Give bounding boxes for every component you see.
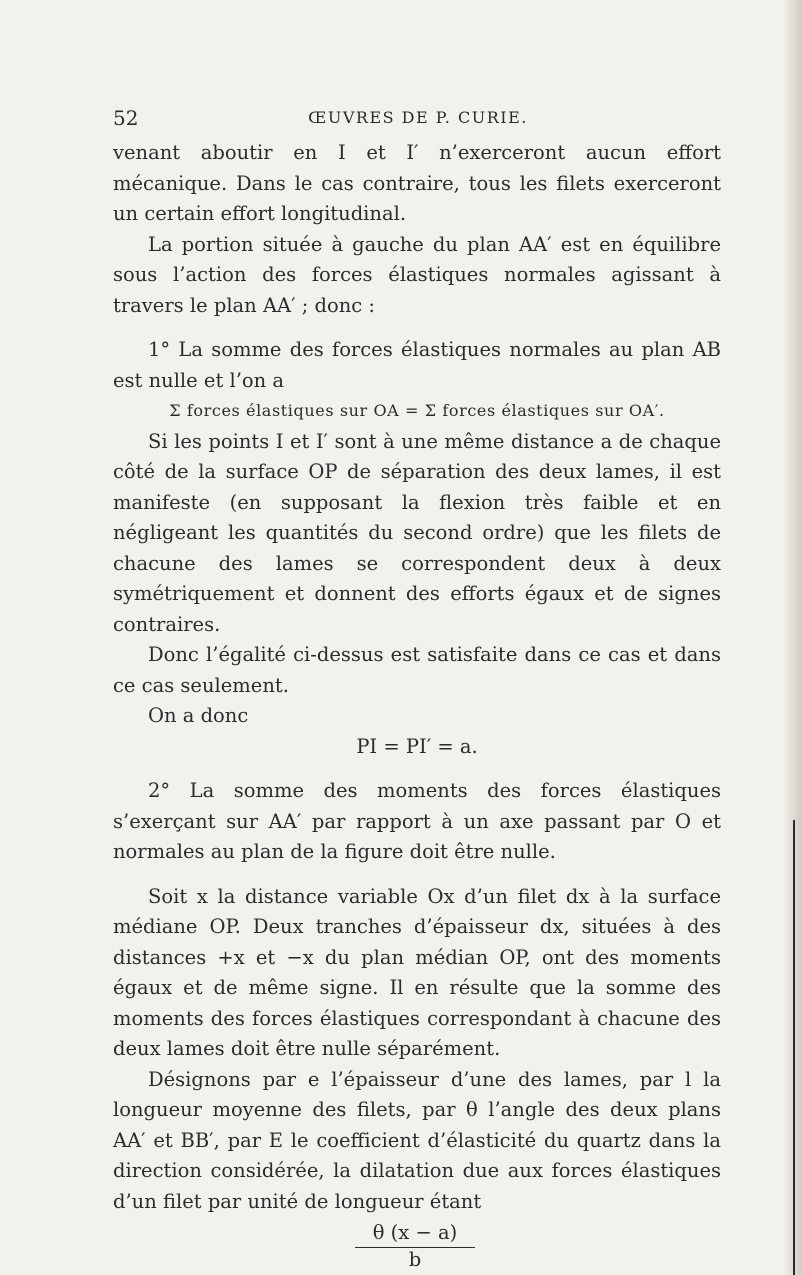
spacer — [113, 868, 721, 882]
page-header — [113, 106, 723, 136]
paragraph-2: La portion située à gauche du plan AA′ est en équilibre sous l’action des forces élastiques normales agissant à travers le plan AA′ ; donc : — [113, 232, 721, 317]
paragraph-3: 1° La somme des forces élastiques normales au plan AB est nulle et l’on a — [113, 338, 721, 392]
paragraph-6: On a donc — [148, 704, 249, 727]
paragraph-4: Si les points I et I′ sont à une même distance a de chaque côté de la surface OP de séparation des deux lames, il est manifeste (en supposant la flexion très faible et en négligeant les quantités du second ordre) que les filets de chacune des lames se correspondent deux à deux symétriquement et donnent des efforts égaux et de signes contraires. — [113, 429, 721, 636]
paragraph-5: Donc l’égalité ci-dessus est satisfaite dans ce cas et dans ce cas seulement. — [113, 643, 721, 697]
spacer — [113, 321, 721, 335]
page-edge-line — [793, 820, 795, 1275]
paragraph-1: venant aboutir en I et I′ n’exerceront aucun effort mécanique. Dans le cas contraire, tous les filets exerceront un certain effort longitudinal. — [113, 141, 721, 225]
paragraph-9: Désignons par e l’épaisseur d’une des lames, par l la longueur moyenne des filets, par θ l’angle des deux plans AA′ et BB′, par E le coefficient d’élasticité du quartz dans la direction considérée, la dilatation due aux forces élastiques d’un filet par unité de longueur étant — [113, 1067, 721, 1213]
body-text — [113, 138, 721, 1272]
paragraph-8: Soit x la distance variable Ox d’un filet dx à la surface médiane OP. Deux tranches d’épaisseur dx, situées à des distances +x et −x du plan médian OP, ont des moments égaux et de même signe. Il en résulte que la somme des moments des forces élastiques correspondant à chacune des deux lames doit être nulle séparément. — [113, 884, 721, 1060]
fraction-dilatation — [355, 1221, 475, 1272]
fraction-numerator: θ (x − a) — [355, 1221, 475, 1248]
fraction-denominator: b — [408, 1248, 422, 1271]
spacer — [113, 762, 721, 776]
page-edge-shadow — [783, 0, 801, 1275]
equation-pi: PI = PI′ = a. — [356, 734, 478, 758]
page-number: 52 — [113, 106, 139, 130]
running-title: ŒUVRES DE P. CURIE. — [308, 108, 528, 127]
equation-sum-forces: Σ forces élastiques sur OA = Σ forces élastiques sur OA′. — [169, 401, 665, 420]
paragraph-7: 2° La somme des moments des forces élastiques s’exerçant sur AA′ par rapport à un axe passant par O et normales au plan de la figure doit être nulle. — [113, 779, 721, 863]
